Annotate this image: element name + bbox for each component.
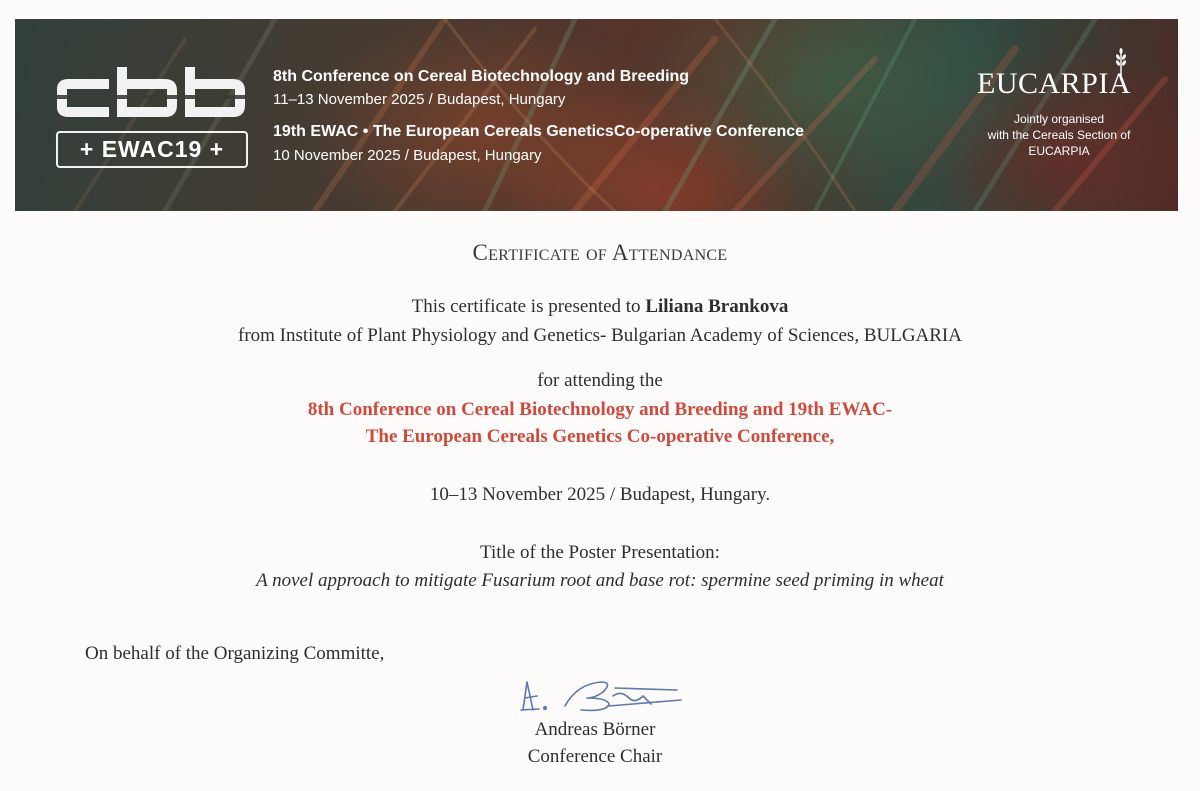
- poster-title: A novel approach to mitigate Fusarium root and base rot: spermine seed priming in wheat: [256, 570, 944, 591]
- cbb-logo: [53, 67, 253, 123]
- on-behalf-line: On behalf of the Organizing Committe,: [85, 643, 385, 664]
- poster-title-label: Title of the Poster Presentation:: [480, 542, 720, 563]
- conference-dates-location: 10–13 November 2025 / Budapest, Hungary.: [429, 484, 771, 505]
- jointly-line-1: Jointly organised: [1013, 112, 1105, 126]
- banner-conf2-date: 10 November 2025 / Budapest, Hungary: [273, 147, 542, 164]
- banner-conf1-date: 11–13 November 2025 / Budapest, Hungary: [273, 91, 566, 108]
- conference-name-line-1: 8th Conference on Cereal Biotechnology and Breeding and 19th EWAC-: [307, 399, 893, 420]
- banner-conf2-title: 19th EWAC • The European Cereals GeneticsCo-operative Conference: [273, 123, 805, 140]
- presented-to-line: [0, 296, 1200, 318]
- signer-role: Conference Chair: [527, 746, 663, 767]
- ewac19-badge: + EWAC19 +: [56, 131, 248, 168]
- jointly-line-3: EUCARPIA: [1028, 144, 1090, 158]
- jointly-line-2: with the Cereals Section of: [987, 128, 1131, 142]
- conference-name-line-2: The European Cereals Genetics Co-operative Conference,: [365, 426, 835, 447]
- jointly-organised-note: [970, 111, 1148, 159]
- signer-name: Andreas Börner: [534, 719, 656, 740]
- banner-conf1-title: 8th Conference on Cereal Biotechnology and Breeding: [273, 68, 690, 85]
- presented-prefix: This certificate is presented to: [411, 296, 646, 317]
- recipient-name: Liliana Brankova: [645, 296, 789, 317]
- eucarpia-logo: EUCARPIA: [977, 67, 1132, 100]
- handwritten-signature: [517, 676, 687, 716]
- for-attending-line: for attending the: [537, 370, 663, 391]
- recipient-affiliation: from Institute of Plant Physiology and Genetics- Bulgarian Academy of Sciences, BULGARIA: [238, 325, 962, 346]
- certificate-title: Certificate of Attendance: [472, 240, 728, 265]
- conference-banner: [15, 19, 1178, 211]
